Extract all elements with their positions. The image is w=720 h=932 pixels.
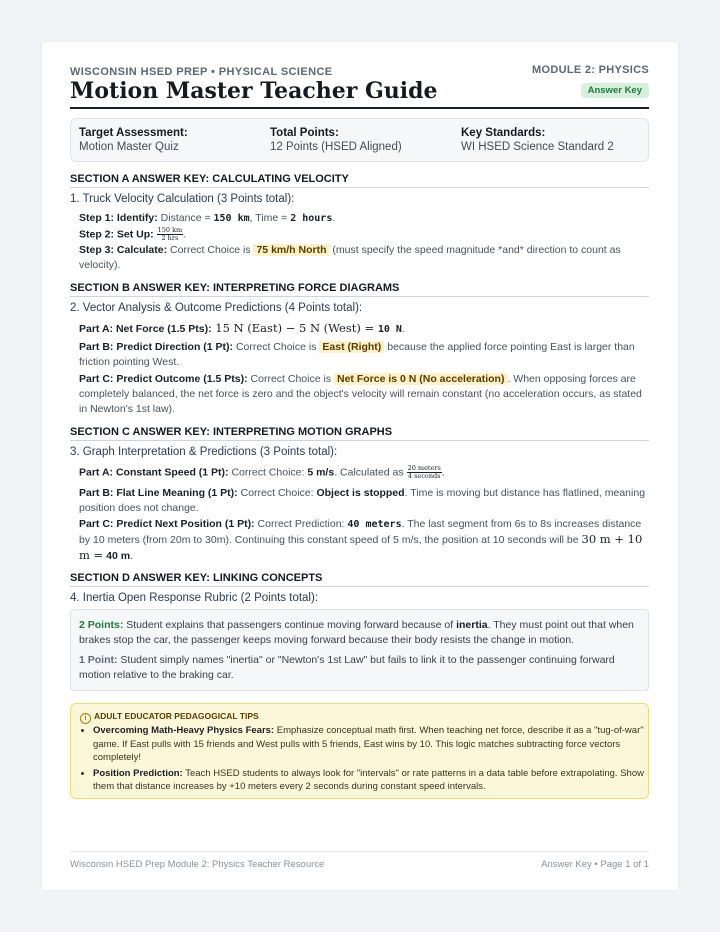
text: Correct Choice is [233, 341, 320, 353]
info-label: Total Points: [270, 127, 339, 139]
part-b-line [79, 486, 649, 516]
text: . Calculated as [334, 466, 407, 479]
text: . They must point out that when brakes stop the car, the passenger keeps moving forward because their body resists the change in motion. [79, 619, 634, 646]
question-1-title: 1. Truck Velocity Calculation (3 Points total): [70, 193, 295, 205]
info-value: 12 Points (HSED Aligned) [270, 141, 402, 153]
text: Distance = [157, 212, 214, 224]
answer-key-badge: Answer Key [581, 83, 649, 98]
info-label: Target Assessment: [79, 127, 188, 139]
text: Correct Choice is [247, 373, 334, 385]
part-b-line [79, 340, 649, 370]
text: (must specify the speed magnitude *and* direction to count as velocity). [79, 244, 621, 271]
time-value: 2 hours [290, 213, 333, 224]
info-standards [461, 127, 614, 153]
text: Correct Prediction: [254, 518, 348, 530]
net-force-expression: 15 N (East) − 5 N (West) = [211, 321, 378, 335]
part-a-line [79, 465, 649, 480]
fraction-numerator: 20 meters [407, 464, 441, 472]
speed-fraction [407, 465, 442, 480]
text: . [183, 228, 187, 241]
velocity-fraction [157, 226, 187, 242]
title-rule [70, 107, 649, 109]
part-label: Part A: Net Force (1.5 Pts): [79, 323, 212, 335]
document-page [42, 42, 678, 890]
tip-label: Overcoming Math-Heavy Physics Fears: [93, 725, 275, 736]
part-label: Part B: Predict Direction (1 Pt): [79, 341, 234, 353]
rubric-2-points [79, 618, 639, 648]
section-a-heading: SECTION A ANSWER KEY: CALCULATING VELOCITY [70, 173, 649, 188]
info-target [79, 127, 188, 153]
text: . Time is moving but distance has flatlined, meaning position does not change. [79, 487, 646, 514]
part-c-line [79, 517, 649, 564]
keyword-bold: inertia [456, 619, 488, 631]
tip-text: Teach HSED students to always look for "intervals" or rate patterns in a data table before extrapolating. Show them that distance increases by +10 meters every 2 seconds during constant speed intervals. [93, 767, 644, 792]
rubric-box [70, 609, 649, 691]
answer-highlight: 75 km/h North [253, 244, 329, 256]
list-item [93, 767, 645, 794]
answer-bold: Object is stopped [316, 487, 405, 499]
part-a-line [79, 321, 649, 337]
answer-highlight: Net Force is 0 N (No acceleration) [334, 373, 507, 385]
text: . [441, 466, 445, 479]
step-3-line [79, 243, 649, 273]
text: Correct Choice: [237, 487, 317, 499]
tips-heading [80, 711, 259, 724]
fraction-numerator: 150 km [157, 226, 183, 234]
question-4-title: 4. Inertia Open Response Rubric (2 Points total): [70, 592, 319, 604]
part-label: Part B: Flat Line Meaning (1 Pt): [79, 487, 238, 499]
assessment-info-box [70, 118, 649, 162]
section-b-heading: SECTION B ANSWER KEY: INTERPRETING FORCE DIAGRAMS [70, 282, 649, 297]
part-label: Part A: Constant Speed (1 Pt): [79, 466, 229, 479]
step-label: Step 3: Calculate: [79, 244, 168, 256]
header-kicker: WISCONSIN HSED PREP • PHYSICAL SCIENCE [70, 66, 333, 78]
info-value: Motion Master Quiz [79, 141, 179, 153]
part-label: Part C: Predict Outcome (1.5 Pts): [79, 373, 248, 385]
text: . [130, 550, 133, 562]
text: Student explains that passengers continue moving forward because of [123, 619, 457, 631]
tips-list [81, 724, 645, 796]
text: . [401, 323, 405, 335]
question-3-title: 3. Graph Interpretation & Predictions (3 Points total): [70, 446, 338, 458]
answer-highlight: East (Right) [319, 341, 384, 353]
section-c-heading: SECTION C ANSWER KEY: INTERPRETING MOTION GRAPHS [70, 426, 649, 441]
text: Student simply names "inertia" or "Newton's 1st Law" but fails to link it to the passenger continuing forward motion relative to the braking car. [79, 654, 615, 681]
rubric-label: 2 Points: [79, 619, 124, 631]
part-c-line [79, 372, 649, 417]
step-1-line [79, 211, 649, 226]
text: Correct Choice: [228, 466, 308, 479]
text: because the applied force pointing East is larger than friction pointing West. [79, 341, 635, 368]
tips-heading-text: ADULT EDUCATOR PEDAGOGICAL TIPS [94, 711, 259, 721]
info-label: Key Standards: [461, 127, 546, 139]
text: . The last segment from 6s to 8s increases distance by 10 meters (from 20m to 30m). Continuing this constant speed of 5 m/s, the position at 10 seconds will be [79, 518, 642, 546]
prediction-value: 40 meters [347, 519, 402, 530]
info-value: WI HSED Science Standard 2 [461, 141, 614, 153]
part-label: Part C: Predict Next Position (1 Pt): [79, 518, 255, 530]
question-2-title: 2. Vector Analysis & Outcome Predictions (4 Points total): [70, 302, 363, 314]
speed-value: 5 m/s [307, 466, 335, 479]
info-points [270, 127, 402, 153]
text: , Time = [249, 212, 291, 224]
list-item [93, 724, 645, 765]
step-label: Step 1: Identify: [79, 212, 158, 224]
tip-text: Emphasize conceptual math first. When teaching net force, describe it as a "tug-of-war" game. If East pulls with 15 friends and West pulls with 5 friends, East wins by 10. This logic matches subtracting force vectors completely! [93, 725, 644, 763]
distance-value: 150 km [213, 213, 250, 224]
fraction-denominator: 2 hrs [161, 234, 179, 242]
fraction-denominator: 4 seconds [407, 472, 441, 480]
net-force-value: 10 N [377, 324, 402, 335]
footer-left: Wisconsin HSED Prep Module 2: Physics Teacher Resource [70, 859, 325, 870]
module-label: MODULE 2: PHYSICS [532, 64, 649, 76]
footer-rule [70, 851, 649, 852]
tip-label: Position Prediction: [93, 767, 183, 779]
step-2-line [79, 227, 649, 242]
page-title: Motion Master Teacher Guide [70, 78, 438, 104]
text: . [332, 212, 336, 224]
section-d-heading: SECTION D ANSWER KEY: LINKING CONCEPTS [70, 572, 649, 587]
rubric-1-point [79, 653, 639, 683]
rubric-label: 1 Point: [79, 654, 118, 666]
step-label: Step 2: Set Up: [79, 228, 154, 241]
footer-right: Answer Key • Page 1 of 1 [541, 859, 649, 870]
position-expression: 30 m + 10 m = [79, 532, 643, 562]
pedagogical-tips-box [70, 703, 649, 799]
text: Correct Choice is [167, 244, 254, 256]
final-position: 40 m [106, 550, 131, 562]
info-icon: i [80, 713, 91, 724]
text: . When opposing forces are completely balanced, the net force is zero and the object's velocity will remain constant (no acceleration occurs, as stated in Newton's 1st law). [79, 373, 642, 415]
